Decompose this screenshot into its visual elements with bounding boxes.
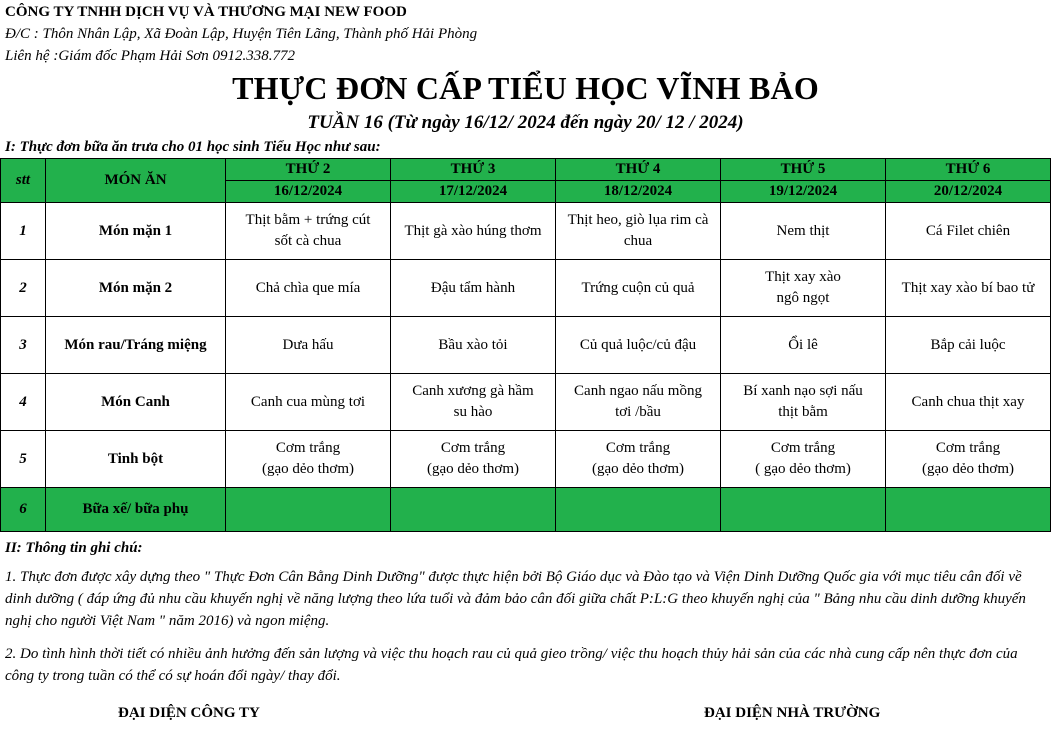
menu-cell-line: Củ quả luộc/củ đậu bbox=[579, 336, 697, 353]
row-number: 6 bbox=[1, 488, 46, 532]
menu-cell bbox=[721, 260, 886, 317]
menu-cell bbox=[886, 431, 1051, 488]
company-address: Đ/C : Thôn Nhân Lập, Xã Đoàn Lập, Huyện Tiên Lãng, Thành phố Hải Phòng bbox=[5, 26, 478, 42]
dish-category: Món rau/Tráng miệng bbox=[46, 317, 226, 374]
dish-category: Món Canh bbox=[46, 374, 226, 431]
section-menu-heading: I: Thực đơn bữa ăn trưa cho 01 học sinh Tiểu Học như sau: bbox=[5, 139, 381, 155]
menu-cell-line: Bí xanh nạo sợi nấu bbox=[743, 383, 863, 399]
menu-cell-empty bbox=[721, 488, 886, 532]
menu-cell-empty bbox=[226, 488, 391, 532]
table-row bbox=[1, 431, 1051, 488]
menu-cell-line: tơi /bầu bbox=[615, 404, 661, 420]
menu-cell-line: Thịt gà xào húng thơm bbox=[404, 222, 542, 239]
menu-cell bbox=[721, 203, 886, 260]
menu-cell bbox=[556, 317, 721, 374]
menu-cell-line: ( gạo dẻo thơm) bbox=[755, 461, 851, 477]
menu-cell-line: (gạo dẻo thơm) bbox=[921, 461, 1015, 477]
menu-cell-line: Canh ngao nấu mồng bbox=[574, 383, 702, 399]
table-row bbox=[1, 203, 1051, 260]
menu-cell-line: (gạo dẻo thơm) bbox=[261, 461, 355, 477]
menu-cell-empty bbox=[391, 488, 556, 532]
menu-cell bbox=[391, 260, 556, 317]
menu-table bbox=[0, 158, 1051, 532]
menu-cell-line: Chả chìa que mía bbox=[255, 279, 361, 296]
page-subtitle: TUẦN 16 (Từ ngày 16/12/ 2024 đến ngày 20/ 12 / 2024) bbox=[307, 112, 744, 133]
stt-header: stt bbox=[1, 159, 46, 203]
menu-cell-line: Cá Filet chiên bbox=[925, 222, 1011, 239]
menu-cell-line: Cơm trắng bbox=[605, 440, 671, 456]
day-name: THỨ 4 bbox=[556, 159, 721, 181]
day-date: 18/12/2024 bbox=[556, 181, 721, 203]
menu-cell-line: chua bbox=[623, 233, 653, 249]
dish-category: Món mặn 1 bbox=[46, 203, 226, 260]
menu-cell-line: Thịt xay xào bbox=[765, 269, 841, 285]
menu-cell bbox=[556, 374, 721, 431]
note-1: 1. Thực đơn được xây dựng theo " Thực Đơn Cân Bằng Dinh Dưỡng" được thực hiện bởi Bộ Giáo dục và Đào tạo và Viện Dinh Dưỡng Quốc gia với mục tiêu cân đối về dinh dưỡng ( đáp ứng đủ nhu cầu khuyến nghị về năng lượng theo lứa tuổi và đảm bảo cân đối giữa chất P:L:G theo khuyến nghị của " Bảng nhu cầu dinh dưỡng khuyến nghị cho người Việt Nam " năm 2016) và ngon miệng. bbox=[5, 569, 1026, 629]
menu-cell-line: Cơm trắng bbox=[770, 440, 836, 456]
menu-cell bbox=[556, 260, 721, 317]
day-date: 16/12/2024 bbox=[226, 181, 391, 203]
menu-cell bbox=[226, 260, 391, 317]
menu-cell-line: Canh cua mùng tơi bbox=[250, 393, 366, 410]
menu-cell bbox=[391, 374, 556, 431]
menu-cell-line: Canh xương gà hầm bbox=[412, 383, 534, 399]
menu-cell bbox=[886, 203, 1051, 260]
row-number: 3 bbox=[1, 317, 46, 374]
menu-cell-line: Ổi lê bbox=[788, 336, 818, 353]
menu-cell-line: Đậu tẩm hành bbox=[430, 279, 516, 296]
menu-cell-line: Cơm trắng bbox=[440, 440, 506, 456]
menu-cell-line: su hào bbox=[453, 404, 493, 420]
row-number: 4 bbox=[1, 374, 46, 431]
menu-cell-line: (gạo dẻo thơm) bbox=[591, 461, 685, 477]
menu-cell-line: Bầu xào tỏi bbox=[438, 336, 508, 353]
menu-cell-line: ngô ngọt bbox=[776, 290, 830, 306]
menu-cell bbox=[886, 260, 1051, 317]
dish-category: Món mặn 2 bbox=[46, 260, 226, 317]
row-number: 1 bbox=[1, 203, 46, 260]
menu-cell bbox=[226, 431, 391, 488]
day-name: THỨ 6 bbox=[886, 159, 1051, 181]
menu-cell bbox=[226, 317, 391, 374]
menu-cell bbox=[886, 317, 1051, 374]
menu-cell bbox=[391, 317, 556, 374]
table-row-snack bbox=[1, 488, 1051, 532]
menu-cell bbox=[721, 317, 886, 374]
menu-cell-line: Cơm trắng bbox=[935, 440, 1001, 456]
menu-cell-line: (gạo dẻo thơm) bbox=[426, 461, 520, 477]
menu-cell bbox=[391, 431, 556, 488]
menu-cell bbox=[721, 374, 886, 431]
table-row bbox=[1, 260, 1051, 317]
dish-header: MÓN ĂN bbox=[46, 159, 226, 203]
day-date: 19/12/2024 bbox=[721, 181, 886, 203]
menu-cell-line: Bắp cải luộc bbox=[930, 336, 1006, 353]
menu-cell bbox=[226, 203, 391, 260]
signature-company: ĐẠI DIỆN CÔNG TY bbox=[118, 705, 260, 721]
row-number: 5 bbox=[1, 431, 46, 488]
page-title: THỰC ĐƠN CẤP TIỂU HỌC VĨNH BẢO bbox=[232, 70, 819, 106]
day-date: 17/12/2024 bbox=[391, 181, 556, 203]
header-row-days bbox=[1, 159, 1051, 181]
dish-category: Bữa xế/ bữa phụ bbox=[46, 488, 226, 532]
table-row bbox=[1, 317, 1051, 374]
menu-cell-line: Nem thịt bbox=[776, 222, 830, 239]
menu-cell bbox=[556, 431, 721, 488]
table-row bbox=[1, 374, 1051, 431]
menu-cell-empty bbox=[886, 488, 1051, 532]
menu-cell-line: Dưa hấu bbox=[282, 336, 334, 353]
dish-category: Tinh bột bbox=[46, 431, 226, 488]
company-contact: Liên hệ :Giám đốc Phạm Hải Sơn 0912.338.772 bbox=[5, 48, 296, 64]
menu-cell-line: Trứng cuộn củ quả bbox=[581, 279, 695, 296]
day-name: THỨ 3 bbox=[391, 159, 556, 181]
signature-school: ĐẠI DIỆN NHÀ TRƯỜNG bbox=[704, 705, 881, 721]
menu-cell-empty bbox=[556, 488, 721, 532]
menu-cell-line: Cơm trắng bbox=[275, 440, 341, 456]
note-2: 2. Do tình hình thời tiết có nhiều ảnh hưởng đến sản lượng và việc thu hoạch rau củ quả gieo trồng/ việc thu hoạch thủy hải sản của các nhà cung cấp nên thực đơn của công ty trong tuần có thể có sự hoán đổi ngày/ thay đổi. bbox=[5, 646, 1018, 684]
menu-cell bbox=[391, 203, 556, 260]
menu-cell-line: sốt cà chua bbox=[274, 233, 342, 249]
company-name: CÔNG TY TNHH DỊCH VỤ VÀ THƯƠNG MẠI NEW FOOD bbox=[5, 4, 407, 20]
menu-cell-line: thịt bằm bbox=[778, 404, 828, 420]
menu-cell bbox=[721, 431, 886, 488]
menu-cell-line: Thịt heo, giò lụa rim cà bbox=[567, 212, 709, 228]
day-name: THỨ 5 bbox=[721, 159, 886, 181]
row-number: 2 bbox=[1, 260, 46, 317]
day-date: 20/12/2024 bbox=[886, 181, 1051, 203]
menu-cell-line: Thịt bằm + trứng cút bbox=[245, 212, 371, 228]
menu-cell bbox=[556, 203, 721, 260]
menu-cell bbox=[886, 374, 1051, 431]
menu-cell bbox=[226, 374, 391, 431]
menu-cell-line: Canh chua thịt xay bbox=[911, 393, 1025, 410]
day-name: THỨ 2 bbox=[226, 159, 391, 181]
section-notes-heading: II: Thông tin ghi chú: bbox=[5, 540, 143, 556]
menu-cell-line: Thịt xay xào bí bao tử bbox=[901, 279, 1035, 296]
